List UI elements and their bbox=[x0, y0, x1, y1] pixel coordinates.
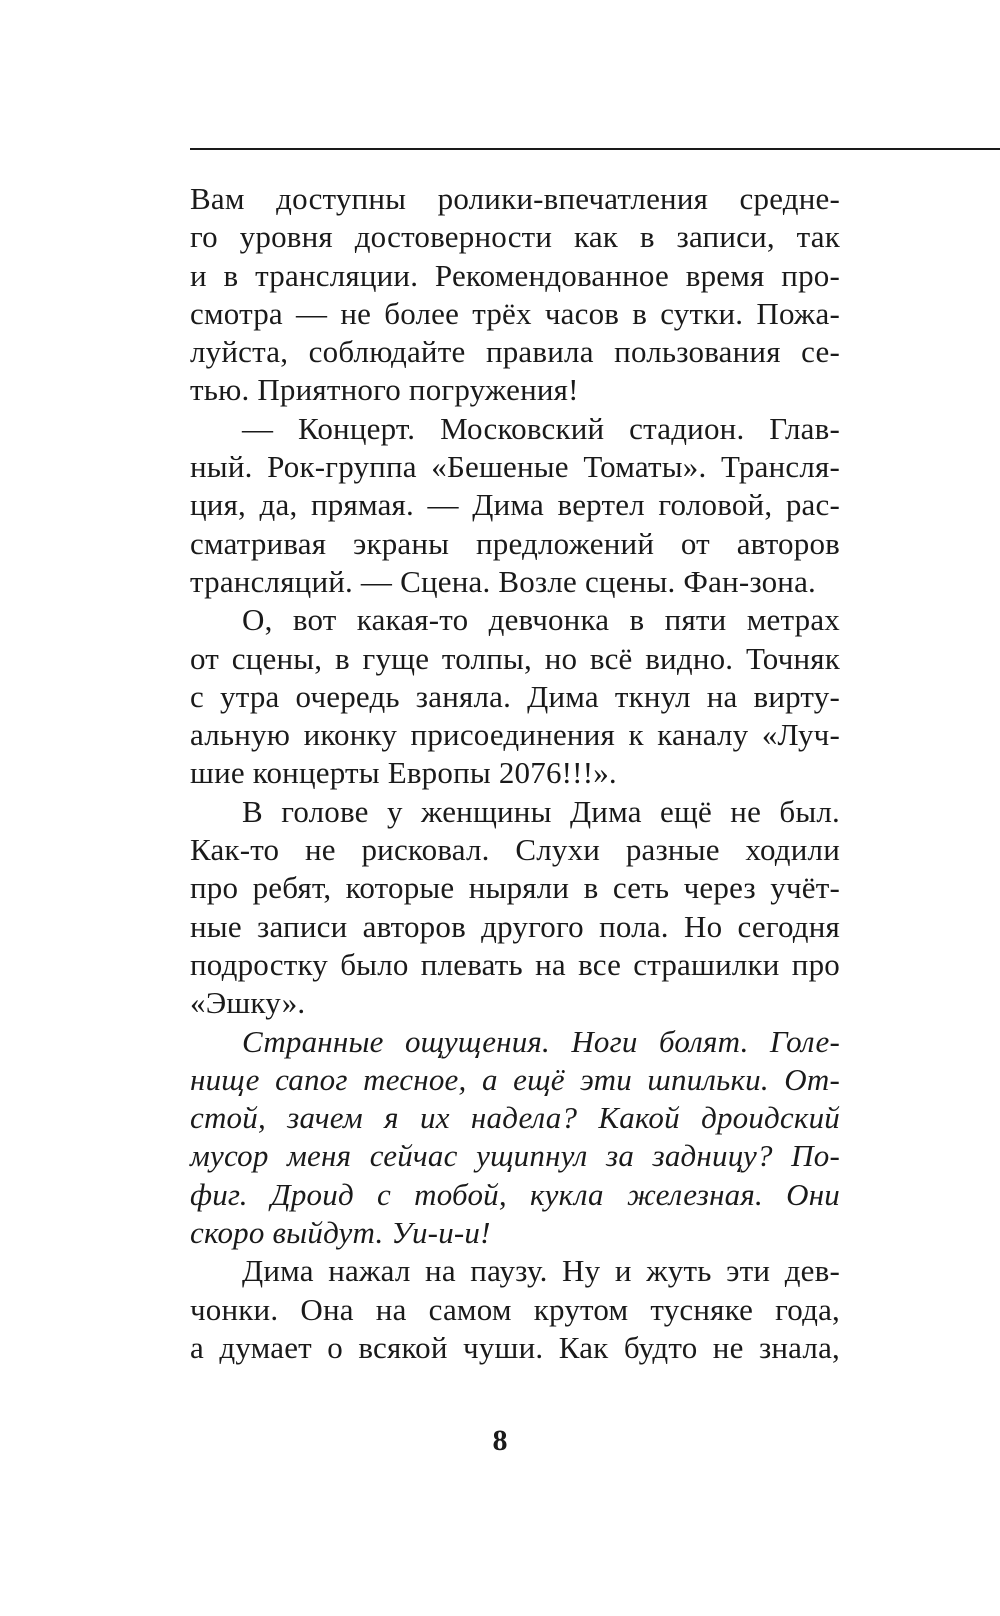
text-line: от сцены, в гуще толпы, но всё видно. Точняк bbox=[190, 640, 840, 676]
text-line: чонки. Она на самом крутом тусняке года, bbox=[190, 1291, 840, 1327]
text-line: подростку было плевать на все страшилки про bbox=[190, 946, 840, 982]
text-line: шие концерты Европы 2076!!!». bbox=[190, 755, 617, 791]
text-line: скоро выйдут. Уи-и-и! bbox=[190, 1215, 491, 1251]
text-line: го уровня достоверности как в записи, так bbox=[190, 219, 840, 255]
text-line: ция, да, прямая. — Дима вертел головой, рас- bbox=[190, 487, 840, 523]
text-line: фиг. Дроид с тобой, кукла железная. Они bbox=[190, 1176, 840, 1212]
text-line: «Эшку». bbox=[190, 985, 306, 1021]
text-line: мусор меня сейчас ущипнул за задницу? По- bbox=[190, 1138, 840, 1174]
text-line: трансляций. — Сцена. Возле сцены. Фан-зона. bbox=[190, 563, 817, 599]
text-line: ные записи авторов другого пола. Но сегодня bbox=[190, 908, 840, 944]
text-line: Дима нажал на паузу. Ну и жуть эти дев- bbox=[242, 1253, 840, 1289]
text-line: Как-то не рисковал. Слухи разные ходили bbox=[190, 832, 840, 868]
text-line: нище сапог тесное, а ещё эти шпильки. От- bbox=[190, 1061, 840, 1097]
text-line: О, вот какая-то девчонка в пяти метрах bbox=[242, 602, 840, 638]
text-line: тью. Приятного погружения! bbox=[190, 372, 579, 408]
top-rule bbox=[190, 148, 1000, 150]
text-line: смотра — не более трёх часов в сутки. Пожа- bbox=[190, 295, 840, 331]
text-line: стой, зачем я их надела? Какой дроидский bbox=[190, 1100, 840, 1136]
text-line: с утра очередь заняла. Дима ткнул на вирту- bbox=[190, 678, 840, 714]
text-line: луйста, соблюдайте правила пользования се- bbox=[190, 334, 840, 370]
text-line: В голове у женщины Дима ещё не был. bbox=[242, 793, 840, 829]
text-line: и в трансляции. Рекомендованное время про- bbox=[190, 257, 840, 293]
text-line: Вам доступны ролики-впечатления средне- bbox=[190, 181, 840, 216]
text-line: ный. Рок-группа «Бешеные Томаты». Трансля- bbox=[190, 449, 840, 485]
page-number: 8 bbox=[492, 1424, 508, 1457]
text-line: сматривая экраны предложений от авторов bbox=[190, 525, 840, 561]
text-line: альную иконку присоединения к каналу «Луч- bbox=[190, 717, 840, 753]
text-line: про ребят, которые ныряли в сеть через учёт- bbox=[190, 870, 840, 906]
text-line: Странные ощущения. Ноги болят. Голе- bbox=[242, 1023, 840, 1059]
text-line: — Концерт. Московский стадион. Глав- bbox=[242, 410, 840, 446]
text-line: а думает о всякой чуши. Как будто не знала, bbox=[190, 1329, 840, 1365]
body-text bbox=[190, 180, 840, 1367]
